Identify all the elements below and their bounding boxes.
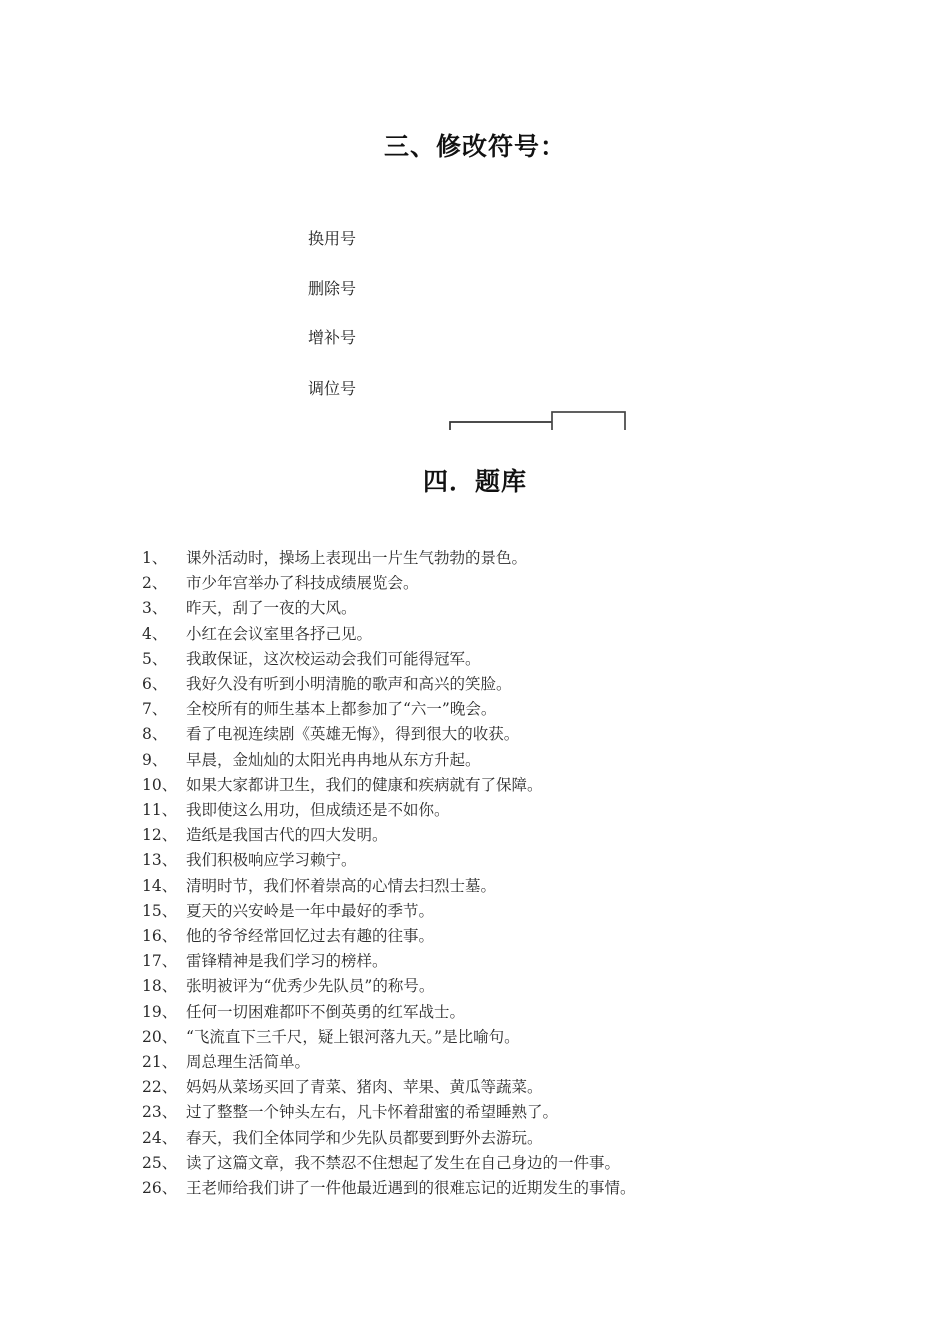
question-number: 3、 (142, 599, 168, 618)
question-number: 19、 (142, 1002, 178, 1021)
question-item (142, 622, 842, 647)
question-number: 7、 (142, 700, 168, 719)
question-item (142, 949, 842, 974)
question-text: 过了整整一个钟头左右，凡卡怀着甜蜜的希望睡熟了。 (186, 1103, 559, 1122)
question-text: 我即使这么用功，但成绩还是不如你。 (186, 801, 450, 820)
question-item (142, 672, 842, 697)
question-number: 11、 (142, 801, 178, 820)
question-text: 我们积极响应学习赖宁。 (186, 851, 357, 870)
question-item (142, 1100, 842, 1125)
question-number: 14、 (142, 876, 178, 895)
question-number: 12、 (142, 826, 178, 845)
question-text: “飞流直下三千尺，疑上银河落九天。”是比喻句。 (186, 1027, 520, 1046)
question-number: 26、 (142, 1179, 178, 1198)
question-text: 小红在会议室里各抒己见。 (186, 624, 373, 643)
question-text: 全校所有的师生基本上都参加了“六一”晚会。 (186, 700, 497, 719)
question-text: 周总理生活简单。 (186, 1053, 311, 1072)
question-item (142, 571, 842, 596)
question-number: 22、 (142, 1078, 178, 1097)
question-text: 春天，我们全体同学和少先队员都要到野外去游玩。 (186, 1128, 543, 1147)
question-item (142, 773, 842, 798)
symbol-label-delete: 删除号 (308, 279, 357, 298)
replace-mark (405, 412, 625, 430)
question-item (142, 1151, 842, 1176)
question-item (142, 1126, 842, 1151)
symbols-vector-layer (0, 200, 950, 430)
question-number: 5、 (142, 649, 168, 668)
question-number: 21、 (142, 1053, 178, 1072)
question-number: 9、 (142, 750, 168, 769)
question-number: 1、 (142, 549, 168, 567)
symbol-label-transpose: 调位号 (308, 379, 357, 398)
question-number: 16、 (142, 927, 178, 946)
symbol-label-replace: 换用号 (308, 229, 357, 248)
question-text: 读了这篇文章，我不禁忍不住想起了发生在自己身边的一件事。 (186, 1153, 621, 1172)
question-text: 夏天的兴安岭是一年中最好的季节。 (186, 901, 435, 920)
question-item (142, 1025, 842, 1050)
proofreading-symbols-diagram (0, 200, 950, 430)
question-list (142, 546, 842, 1201)
question-item (142, 874, 842, 899)
question-text: 我敢保证，这次校运动会我们可能得冠军。 (186, 649, 481, 668)
question-item (142, 647, 842, 672)
question-text: 他的爷爷经常回忆过去有趣的往事。 (186, 927, 435, 946)
question-number: 17、 (142, 952, 178, 971)
question-text: 妈妈从菜场买回了青菜、猪肉、苹果、黄瓜等蔬菜。 (186, 1078, 543, 1097)
question-text: 张明被评为“优秀少先队员”的称号。 (186, 977, 435, 996)
question-item (142, 1050, 842, 1075)
question-item (142, 697, 842, 722)
question-item (142, 798, 842, 823)
question-item (142, 848, 842, 873)
question-text: 课外活动时，操场上表现出一片生气勃勃的景色。 (186, 549, 528, 567)
question-number: 23、 (142, 1103, 178, 1122)
question-item (142, 722, 842, 747)
question-text: 早晨，金灿灿的太阳光冉冉地从东方升起。 (186, 750, 481, 769)
question-number: 18、 (142, 977, 178, 996)
question-number: 4、 (142, 624, 168, 643)
question-item (142, 823, 842, 848)
question-number: 25、 (142, 1153, 178, 1172)
replace-mark-connector (450, 422, 552, 430)
question-text: 任何一切困难都吓不倒英勇的红军战士。 (186, 1002, 466, 1021)
question-item (142, 974, 842, 999)
question-text: 如果大家都讲卫生，我们的健康和疾病就有了保障。 (186, 775, 543, 794)
question-number: 10、 (142, 775, 178, 794)
question-number: 24、 (142, 1128, 178, 1147)
question-text: 造纸是我国古代的四大发明。 (186, 826, 388, 845)
question-number: 13、 (142, 851, 178, 870)
question-number: 8、 (142, 725, 168, 744)
question-item (142, 1075, 842, 1100)
question-item (142, 546, 842, 571)
question-text: 看了电视连续剧《英雄无悔》，得到很大的收获。 (186, 725, 520, 744)
question-number: 2、 (142, 574, 168, 593)
question-number: 6、 (142, 675, 168, 694)
question-item (142, 1000, 842, 1025)
question-item (142, 1176, 842, 1201)
question-item (142, 899, 842, 924)
question-text: 我好久没有听到小明清脆的歌声和高兴的笑脸。 (186, 675, 512, 694)
question-item (142, 748, 842, 773)
question-text: 昨天，刮了一夜的大风。 (186, 599, 357, 618)
question-text: 市少年宫举办了科技成绩展览会。 (186, 574, 419, 593)
question-text: 清明时节，我们怀着崇高的心情去扫烈士墓。 (186, 876, 497, 895)
section-heading-four: 四．题库 (422, 467, 527, 496)
question-number: 20、 (142, 1027, 178, 1046)
question-text: 雷锋精神是我们学习的榜样。 (186, 952, 388, 971)
section-heading-three: 三、修改符号： (383, 132, 566, 161)
question-item (142, 924, 842, 949)
replace-mark-target-box (552, 412, 625, 430)
question-number: 15、 (142, 901, 178, 920)
symbol-label-insert: 增补号 (308, 328, 357, 347)
question-text: 王老师给我们讲了一件他最近遇到的很难忘记的近期发生的事情。 (186, 1179, 636, 1198)
question-item (142, 596, 842, 621)
